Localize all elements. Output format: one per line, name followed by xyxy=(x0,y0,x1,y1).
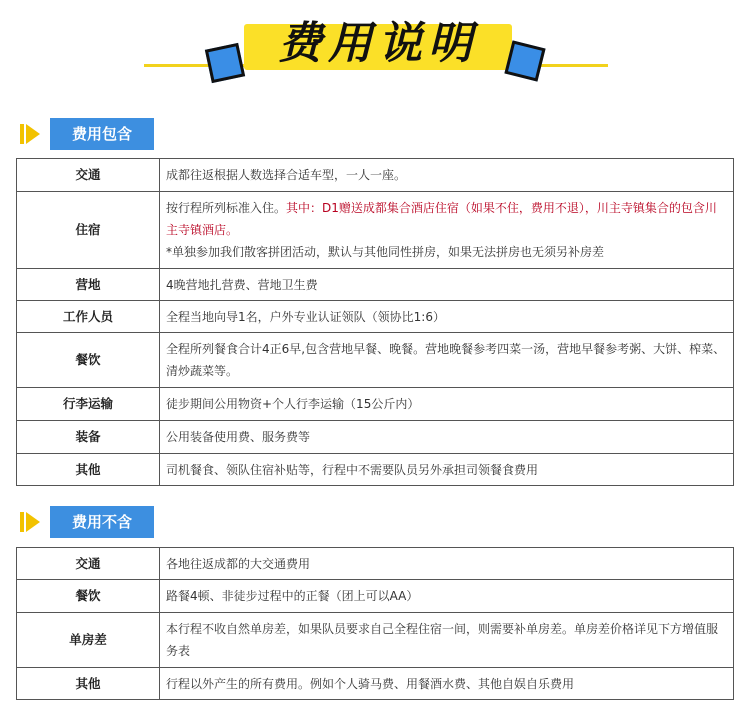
row-key: 其他 xyxy=(17,454,160,486)
square-decoration-icon xyxy=(205,43,245,83)
row-key: 单房差 xyxy=(17,613,160,668)
row-value: 行程以外产生的所有费用。例如个人骑马费、用餐酒水费、其他自娱自乐费用 xyxy=(160,668,734,700)
arrow-marker-icon xyxy=(20,123,42,145)
row-key: 交通 xyxy=(17,548,160,580)
table-row xyxy=(17,159,734,192)
table-row xyxy=(17,580,734,613)
row-value: 徒步期间公用物资+个人行李运输（15公斤内） xyxy=(160,388,734,421)
row-value: 本行程不收自然单房差，如果队员要求自己全程住宿一间，则需要补单房差。单房差价格详见下方增值服务表 xyxy=(160,613,734,668)
row-key: 餐饮 xyxy=(17,333,160,388)
row-value: 4晚营地扎营费、营地卫生费 xyxy=(160,269,734,301)
table-row xyxy=(17,421,734,454)
row-key: 行李运输 xyxy=(17,388,160,421)
row-value: 司机餐食、领队住宿补贴等，行程中不需要队员另外承担司领餐食费用 xyxy=(160,454,734,486)
table-row xyxy=(17,301,734,333)
page-title: 费用说明 xyxy=(278,18,478,69)
row-value: 成都往返根据人数选择合适车型，一人一座。 xyxy=(160,159,734,192)
row-key: 住宿 xyxy=(17,192,160,269)
section-label: 费用不含 xyxy=(50,506,154,538)
value-note: *单独参加我们散客拼团活动，默认与其他同性拼房，如果无法拼房也无须另补房差 xyxy=(166,245,605,259)
table-row xyxy=(17,668,734,700)
table-row xyxy=(17,333,734,388)
row-value: 全程所列餐食合计4正6早,包含营地早餐、晚餐。营地晚餐参考四菜一汤，营地早餐参考粥、大饼、榨菜、清炒蔬菜等。 xyxy=(160,333,734,388)
row-key: 装备 xyxy=(17,421,160,454)
row-key: 交通 xyxy=(17,159,160,192)
row-value: 公用装备使用费、服务费等 xyxy=(160,421,734,454)
table-row xyxy=(17,548,734,580)
row-value: 各地往返成都的大交通费用 xyxy=(160,548,734,580)
table-row xyxy=(17,388,734,421)
row-key: 工作人员 xyxy=(17,301,160,333)
row-value: 全程当地向导1名，户外专业认证领队（领协比1:6） xyxy=(160,301,734,333)
row-key: 其他 xyxy=(17,668,160,700)
table-row xyxy=(17,269,734,301)
row-key: 营地 xyxy=(17,269,160,301)
included-table xyxy=(16,158,734,486)
table-row xyxy=(17,454,734,486)
section-header-excluded xyxy=(20,506,154,538)
row-key: 餐饮 xyxy=(17,580,160,613)
title-banner xyxy=(0,0,752,100)
arrow-marker-icon xyxy=(20,511,42,533)
value-text: 按行程所列标准入住。 xyxy=(166,201,287,215)
table-row xyxy=(17,613,734,668)
value-highlight: 其中：D1赠送成都集合酒店住宿（如果不住，费用不退），川主寺镇集合的包含川主寺镇酒店。 xyxy=(166,201,717,237)
section-header-included xyxy=(20,118,154,150)
excluded-table xyxy=(16,547,734,700)
row-value xyxy=(160,192,734,269)
row-value: 路餐4顿、非徒步过程中的正餐（团上可以AA） xyxy=(160,580,734,613)
table-row xyxy=(17,192,734,269)
section-label: 费用包含 xyxy=(50,118,154,150)
